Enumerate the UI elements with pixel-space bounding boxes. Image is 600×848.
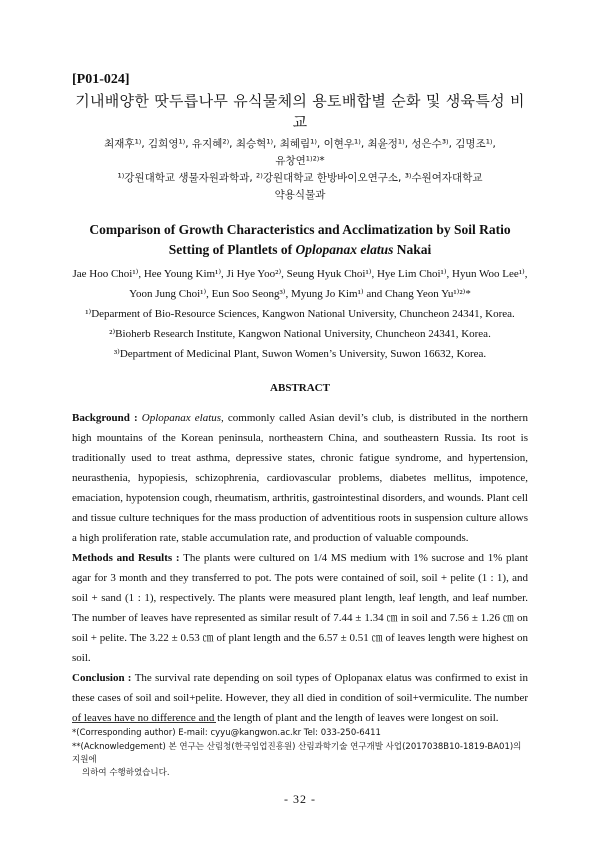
footnote-divider xyxy=(72,722,216,723)
korean-affiliation-line-1: ¹⁾강원대학교 생물자원과학과, ²⁾강원대학교 한방바이오연구소, ³⁾수원여자대학교 xyxy=(117,172,483,184)
english-title-part-1: Comparison of Growth Characteristics and Acclimatization by Soil Ratio Setting of Plantlets of xyxy=(89,222,511,257)
korean-affiliation-line-2: 약용식물과 xyxy=(274,189,326,201)
footnote-acknowledgement xyxy=(72,741,528,780)
english-affiliation-1: ¹⁾Deparment of Bio-Resource Sciences, Kangwon National University, Chuncheon 24341, Korea. xyxy=(85,308,515,320)
abstract-page xyxy=(72,72,528,728)
methods-paragraph xyxy=(72,548,528,668)
english-affiliation-2: ²⁾Bioherb Research Institute, Kangwon National University, Chuncheon 24341, Korea. xyxy=(109,328,491,340)
korean-authors-line-1: 최재후¹⁾, 김희영¹⁾, 유지혜²⁾, 최승혁¹⁾, 최혜림¹⁾, 이현우¹⁾, 최윤정¹⁾, 성은수³⁾, 김명조¹⁾, xyxy=(104,138,496,150)
background-species: Oplopanax elatus, xyxy=(141,412,224,424)
background-text: commonly called Asian devil’s club, is distributed in the northern high mountains of the Korean peninsula, northeastern China, and southeastern Russia. Its root is traditionally used to treat asthma, depressive states, chronic fatigue syndrome, and hypertension, neurasthenia, hypopiesis, schizophrenia, cardiovascular problems, diabetes mellitus, impotence, emaciation, hypotension cough, rheumatism, arthritis, gastrointestinal disorders, and wounds. Plant cell and tissue culture techniques for the mass production of adventitious roots in suspension culture allows a high proliferation rate, stable accumulation rate, and production of valuable compounds. xyxy=(72,412,528,544)
conclusion-paragraph xyxy=(72,668,528,728)
footnote-corresponding: *(Corresponding author) E-mail: cyyu@kangwon.ac.kr Tel: 033-250-6411 xyxy=(72,728,381,738)
conclusion-label: Conclusion : xyxy=(72,672,135,684)
english-authors: Jae Hoo Choi¹⁾, Hee Young Kim¹⁾, Ji Hye Yoo²⁾, Seung Hyuk Choi¹⁾, Hye Lim Choi¹⁾, Hyun Woo Lee¹⁾, Yoon Jung Choi¹⁾, Eun Soo Seong³⁾, Myung Jo Kim¹⁾ and Chang Yeon Yu¹⁾²⁾* xyxy=(72,268,528,300)
korean-title: 기내배양한 땃두릅나무 유식물체의 용토배합별 순화 및 생육특성 비교 xyxy=(75,92,525,131)
page-number: - 32 - xyxy=(284,792,316,806)
footnote-ack-line-1: **(Acknowledgement) 본 연구는 산림청(한국임업진흥원) 산림과학기술 연구개발 사업(2017038B10-1819-BA01)의 지원에 xyxy=(72,742,522,765)
footnote-ack-line-2: 의하여 수행하였습니다. xyxy=(82,768,170,778)
background-label: Background : xyxy=(72,412,142,424)
abstract-heading: ABSTRACT xyxy=(270,382,330,394)
english-title-species: Oplopanax elatus xyxy=(295,242,394,257)
background-paragraph xyxy=(72,408,528,548)
english-title xyxy=(72,220,528,260)
poster-code: [P01-024] xyxy=(72,72,130,87)
korean-authors-line-2: 유창연¹⁾²⁾* xyxy=(275,155,325,167)
conclusion-text: The survival rate depending on soil types of Oplopanax elatus was confirmed to exist in these cases of soil and soil+pelite. However, they all died in condition of soil+vermiculite. The number of leaves have no difference and the length of plant and the length of leaves were longest on soil. xyxy=(72,672,528,724)
english-title-part-2: Nakai xyxy=(393,242,432,257)
english-affiliation-3: ³⁾Department of Medicinal Plant, Suwon Women’s University, Suwon 16632, Korea. xyxy=(113,348,487,360)
methods-label: Methods and Results : xyxy=(72,552,184,564)
methods-text: The plants were cultured on 1/4 MS medium with 1% sucrose and 1% plant agar for 3 month and they transferred to pot. The pots were contained of soil, soil + pelite (1 : 1), and soil + sand (1 : 1), respectively. The plants were measured plant length, leaf length, and leaf number. The number of leaves have represented as similar result of 7.44 ± 1.34 ㎝ in soil and 7.56 ± 1.26 ㎝ on soil + pelite. The 3.22 ± 0.53 ㎝ of plant length and the 6.57 ± 0.51 ㎝ of leaves length were highest on soil. xyxy=(72,552,528,664)
